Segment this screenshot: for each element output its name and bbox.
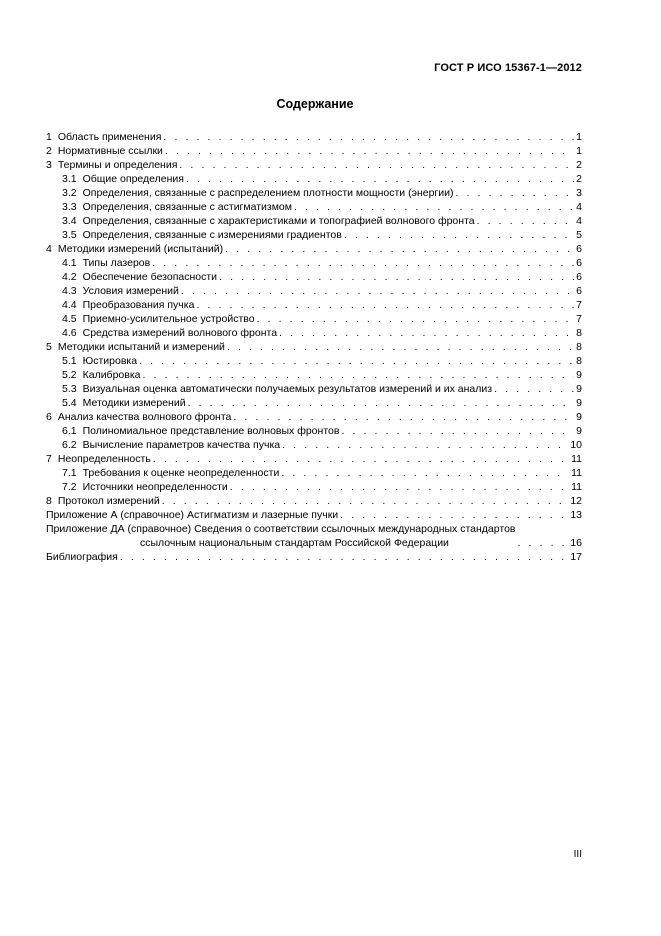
page-number: III (573, 849, 582, 860)
toc-entry[interactable] (46, 200, 582, 214)
toc-entry[interactable] (46, 354, 582, 368)
toc-entry-page: 1 (576, 145, 582, 157)
toc-entry-number: 7.2 (62, 481, 77, 493)
toc-entry-page: 6 (576, 271, 582, 283)
toc-entry-label: Юстировка (82, 355, 138, 367)
toc-entry-number: 4.5 (62, 313, 77, 325)
toc-entry-label: Приложение А (справочное) Астигматизм и лазерные пучки (46, 509, 339, 521)
toc-entry-page: 2 (576, 159, 582, 171)
toc-leader-dots (344, 228, 574, 242)
toc-entry[interactable] (46, 410, 582, 424)
toc-entry-number: 4.4 (62, 299, 77, 311)
toc-leader-dots (188, 396, 575, 410)
toc-entry-number: 2 (46, 145, 52, 157)
toc-entry-label: Условия измерений (82, 285, 179, 297)
toc-entry-label: Анализ качества волнового фронта (57, 411, 232, 423)
toc-entry-label: Приемно-усилительное устройство (82, 313, 255, 325)
toc-entry[interactable] (46, 158, 582, 172)
toc-entry[interactable] (46, 172, 582, 186)
toc-entry-page: 1 (576, 131, 582, 143)
toc-entry-page: 4 (576, 201, 582, 213)
toc-entry-label: Вычисление параметров качества пучка (82, 439, 281, 451)
document-code: ГОСТ Р ИСО 15367-1—2012 (434, 62, 582, 74)
toc-entry-label: Источники неопределенности (82, 481, 228, 493)
toc-entry-label: Средства измерений волнового фронта (82, 327, 278, 339)
toc-entry[interactable] (46, 298, 582, 312)
toc-entry-number: 1 (46, 131, 52, 143)
toc-entry-page: 11 (571, 481, 582, 493)
toc-entry-label: Библиография (46, 551, 118, 563)
toc-entry[interactable] (46, 466, 582, 480)
toc-leader-dots (455, 186, 574, 200)
toc-entry[interactable] (46, 522, 582, 550)
toc-entry[interactable] (46, 508, 582, 522)
toc-entry[interactable] (46, 382, 582, 396)
toc-entry-label: Методики испытаний и измерений (57, 341, 225, 353)
toc-leader-dots (282, 438, 568, 452)
toc-entry-label: Методики измерений (82, 397, 186, 409)
toc-entry-label: Определения, связанные с астигматизмом (82, 201, 292, 213)
toc-entry[interactable] (46, 284, 582, 298)
toc-entry-number: 5.3 (62, 383, 77, 395)
toc-entry[interactable] (46, 186, 582, 200)
toc-entry[interactable] (46, 144, 582, 158)
toc-entry-number: 6.2 (62, 439, 77, 451)
toc-entry-page: 11 (571, 467, 582, 479)
toc-leader-dots (230, 480, 569, 494)
toc-leader-dots (279, 326, 574, 340)
toc-entry-number: 5.1 (62, 355, 77, 367)
toc-entry-label: Приложение ДА (справочное) Сведения о соответствии ссылочных международных стандартов (46, 523, 516, 535)
toc-entry[interactable] (46, 494, 582, 508)
toc-leader-dots (139, 354, 574, 368)
toc-leader-dots (294, 200, 574, 214)
toc-entry-label: Определения, связанные с измерениями градиентов (82, 229, 342, 241)
toc-entry-label: Определения, связанные с распределением плотности мощности (энергии) (82, 187, 454, 199)
toc-entry-number: 7 (46, 453, 52, 465)
toc-entry-label: Калибровка (82, 369, 141, 381)
toc-entry-number: 3.1 (62, 173, 77, 185)
toc-entry-page: 6 (576, 285, 582, 297)
toc-leader-dots (281, 466, 569, 480)
toc-leader-dots (341, 424, 574, 438)
toc-leader-dots (257, 312, 575, 326)
toc-entry-number: 5.4 (62, 397, 77, 409)
toc-entry-number: 5 (46, 341, 52, 353)
toc-entry[interactable] (46, 452, 582, 466)
toc-leader-dots (477, 214, 575, 228)
toc-leader-dots (186, 172, 574, 186)
toc-entry-number: 3.4 (62, 215, 77, 227)
toc-entry-label: Обеспечение безопасности (82, 271, 218, 283)
toc-entry-number: 4.2 (62, 271, 77, 283)
toc-entry-page: 10 (570, 439, 582, 451)
toc-entry[interactable] (46, 326, 582, 340)
toc-entry-number: 4.1 (62, 257, 77, 269)
toc-leader-dots (219, 270, 574, 284)
toc-entry-number: 3.3 (62, 201, 77, 213)
toc-entry-label: Общие определения (82, 173, 184, 185)
toc-leader-dots (181, 284, 574, 298)
toc-entry-label: Методики измерений (испытаний) (57, 243, 224, 255)
toc-entry-page: 11 (571, 453, 582, 465)
toc-entry[interactable] (46, 480, 582, 494)
toc-entry-label: Полиномиальное представление волновых фронтов (82, 425, 340, 437)
toc-entry-label: Визуальная оценка автоматически получаемых результатов измерений и их анализ (82, 383, 493, 395)
toc-leader-dots (143, 368, 575, 382)
toc-entry[interactable] (46, 228, 582, 242)
toc-entry-label-continued: ссылочным национальным стандартам Российской Федерации (140, 537, 449, 549)
toc-entry-number: 3.5 (62, 229, 77, 241)
toc-leader-dots (233, 410, 574, 424)
toc-title: Содержание (276, 97, 354, 111)
toc-entry-number: 6.1 (62, 425, 77, 437)
toc-leader-dots (196, 298, 574, 312)
toc-entry-page: 8 (576, 341, 582, 353)
toc-leader-dots (120, 550, 568, 564)
toc-entry[interactable] (46, 424, 582, 438)
toc-entry-number: 7.1 (62, 467, 77, 479)
toc-entry[interactable] (46, 312, 582, 326)
toc-entry[interactable] (46, 256, 582, 270)
toc-entry-page: 7 (576, 313, 582, 325)
toc-entry-label: Требования к оценке неопределенности (82, 467, 280, 479)
toc-leader-dots (162, 494, 569, 508)
toc-entry[interactable] (46, 214, 582, 228)
toc-entry-number: 3 (46, 159, 52, 171)
toc-leader-dots (152, 256, 574, 270)
toc-entry-label: Определения, связанные с характеристиками и топографией волнового фронта (82, 215, 475, 227)
toc-entry-label: Термины и определения (57, 159, 178, 171)
toc-entry-page: 9 (576, 411, 582, 423)
toc-entry-label: Нормативные ссылки (57, 145, 163, 157)
toc-entry-page: 9 (576, 369, 582, 381)
toc-entry-page: 16 (570, 537, 582, 549)
toc-entry-label: Неопределенность (57, 453, 151, 465)
toc-entry-page: 5 (576, 229, 582, 241)
toc-entry-label: Типы лазеров (82, 257, 151, 269)
toc-entry-page: 7 (576, 299, 582, 311)
toc-leader-dots (153, 452, 569, 466)
toc-entry[interactable] (46, 242, 582, 256)
toc-entry-label: Область применения (57, 131, 162, 143)
toc-entry-page: 17 (570, 551, 582, 563)
toc-entry-page: 9 (576, 397, 582, 409)
toc-entry-page: 2 (576, 173, 582, 185)
toc-entry-number: 4 (46, 243, 52, 255)
toc-entry-page: 6 (576, 257, 582, 269)
toc-entry-label: Преобразования пучка (82, 299, 195, 311)
toc-leader-dots (340, 508, 568, 522)
toc-entry-label: Протокол измерений (57, 495, 160, 507)
toc-entry[interactable] (46, 368, 582, 382)
toc-entry-page: 4 (576, 215, 582, 227)
toc-leader-dots (518, 536, 569, 550)
toc-entry-page: 12 (570, 495, 582, 507)
toc-leader-dots (494, 382, 574, 396)
toc-entry-number: 4.6 (62, 327, 77, 339)
toc-entry[interactable] (46, 340, 582, 354)
toc-entry[interactable] (46, 396, 582, 410)
toc-entry[interactable] (46, 270, 582, 284)
toc-entry-page: 13 (570, 509, 582, 521)
toc-entry[interactable] (46, 130, 582, 144)
toc-entry[interactable] (46, 438, 582, 452)
toc-leader-dots (163, 130, 574, 144)
toc-entry-page: 8 (576, 355, 582, 367)
toc-entry-page: 8 (576, 327, 582, 339)
toc-leader-dots (179, 158, 574, 172)
toc-leader-dots (225, 242, 574, 256)
table-of-contents (46, 130, 582, 564)
toc-entry-number: 5.2 (62, 369, 77, 381)
toc-entry-number: 3.2 (62, 187, 77, 199)
toc-leader-dots (227, 340, 574, 354)
toc-entry[interactable] (46, 550, 582, 564)
toc-entry-page: 9 (576, 383, 582, 395)
toc-entry-page: 3 (576, 187, 582, 199)
toc-leader-dots (165, 144, 574, 158)
toc-entry-number: 4.3 (62, 285, 77, 297)
toc-entry-page: 6 (576, 243, 582, 255)
toc-entry-page: 9 (576, 425, 582, 437)
toc-entry-number: 8 (46, 495, 52, 507)
toc-entry-number: 6 (46, 411, 52, 423)
